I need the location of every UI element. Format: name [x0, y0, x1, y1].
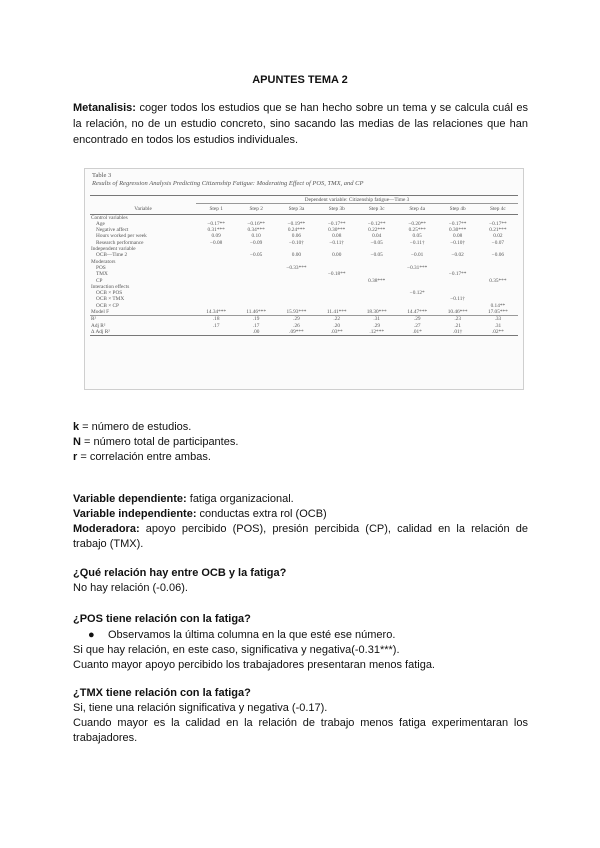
row-label: TMX [96, 271, 108, 278]
question-heading: ¿TMX tiene relación con la fatiga? [73, 687, 251, 699]
table-row [90, 329, 518, 336]
table-cell: .29 [397, 316, 438, 323]
table-cell: −0.05 [250, 252, 263, 259]
row-label: Interaction effects [91, 283, 130, 290]
row-label: Independent variable [91, 246, 136, 253]
table-cell: 0.04 [372, 233, 382, 240]
table-cell: 14.47*** [407, 309, 428, 316]
table-cell: 0.35*** [489, 277, 507, 284]
table-cell [397, 214, 438, 221]
answer-text: Si que hay relación, en este caso, significativa y negativa(-0.31***). [73, 644, 400, 656]
table-cell: −0.16** [247, 220, 265, 227]
table-cell: .03** [317, 329, 357, 336]
table-cell [438, 214, 478, 221]
table-cell: 0.00 [332, 252, 342, 259]
table-cell: 0.34*** [247, 227, 265, 234]
table-caption: Results of Regression Analysis Predicting Citizenship Fatigue: Moderating Effect of POS, TMX, and CP [92, 180, 364, 187]
row-label: Control variables [91, 214, 128, 221]
table-cell: −0.19** [287, 220, 306, 227]
bullet-dot-icon: ● [88, 629, 95, 641]
question-1 [73, 566, 528, 596]
table-cell: −0.18** [327, 271, 346, 278]
definition-text: = correlación entre ambas. [77, 451, 211, 463]
answer-text: Cuando mayor es la calidad en la relación de trabajo menos fatiga experimentaran los trabajadores. [73, 717, 528, 744]
table-cell: .00 [236, 329, 276, 336]
table-cell: −0.17** [448, 220, 467, 227]
table-cell: −0.17** [207, 220, 225, 227]
table-cell: 0.22*** [368, 227, 386, 234]
table-cell: 0.21*** [489, 227, 507, 234]
table-cell: 0.08 [332, 233, 342, 240]
variables-block [73, 492, 528, 552]
table-cell [196, 329, 236, 336]
variable-term: Moderadora: [73, 523, 140, 535]
table-cell: 0.08 [453, 233, 463, 240]
answer-text: Si, tiene una relación significativa y negativa (-0.17). [73, 702, 328, 714]
table-row [90, 316, 518, 323]
table-cell: 15.93*** [286, 309, 307, 316]
row-label: Hours worked per week [96, 233, 147, 240]
table-cell: .01† [438, 329, 478, 336]
row-label: R² [90, 316, 196, 323]
table-cell: .17 [252, 322, 260, 329]
step-header: Step 3b [317, 204, 357, 214]
table-cell: −0.10† [450, 239, 466, 246]
step-header: Step 4c [478, 204, 518, 214]
definition-line [73, 450, 528, 465]
table-cell: 0.02 [493, 233, 503, 240]
variable-term: Variable dependiente: [73, 493, 187, 505]
intro-term: Metanalisis: [73, 102, 136, 114]
row-label: Model F [91, 309, 110, 316]
step-header: Step 4b [438, 204, 478, 214]
table-cell: −0.01 [411, 252, 424, 259]
table-cell: −0.07 [491, 239, 504, 246]
table-row [90, 214, 518, 221]
row-label: Negative affect [96, 227, 129, 234]
table-cell: 10.46*** [447, 309, 468, 316]
table-cell: −0.10† [288, 239, 304, 246]
row-label: OCB × POS [96, 290, 123, 297]
table-cell [276, 214, 317, 221]
table-cell: −0.12** [367, 220, 386, 227]
row-label: Δ Adj R² [90, 329, 196, 336]
table-cell: 0.00 [291, 252, 302, 259]
table-cell: .27 [413, 322, 421, 329]
table-cell: −0.20** [408, 220, 426, 227]
definition-term: r [73, 451, 78, 463]
table-cell: .20 [333, 322, 341, 329]
dv-header: Dependent variable: Citizenship fatigue—Time 3 [196, 196, 518, 204]
table-cell: −0.17** [327, 220, 346, 227]
step-header: Step 2 [236, 204, 276, 214]
table-cell: 14.34*** [206, 309, 227, 316]
table-cell [357, 214, 397, 221]
table-cell: 0.31*** [207, 227, 225, 234]
step-header: Step 3c [357, 204, 397, 214]
definition-term: k [73, 421, 80, 433]
table-cell: .19 [236, 316, 276, 323]
table-cell [317, 214, 357, 221]
row-label: Age [96, 220, 105, 227]
bullet-text: Observamos la última columna en la que esté ese número. [108, 629, 396, 641]
table-cell: −0.11† [409, 239, 425, 246]
table-cell [236, 214, 276, 221]
table-cell: 0.24*** [287, 227, 306, 234]
variable-line [73, 492, 528, 507]
definition-line [73, 420, 528, 435]
row-label: POS [96, 264, 106, 271]
answer-text: No hay relación (-0.06). [73, 582, 188, 594]
table-cell: .22 [317, 316, 357, 323]
question-heading: ¿Qué relación hay entre OCB y la fatiga? [73, 567, 287, 579]
table-cell: .26 [293, 322, 300, 329]
table-row [90, 309, 518, 316]
definition-text: = número de estudios. [79, 421, 192, 433]
table-cell: .09*** [276, 329, 317, 336]
question-2-answer [73, 643, 528, 673]
table-cell: .21 [454, 322, 461, 329]
table-cell: −0.09 [250, 239, 263, 246]
row-label: Adj R² [91, 322, 106, 329]
row-label: Moderators [91, 258, 116, 265]
intro-text: coger todos los estudios que se han hecho sobre un tema y se calcula cuál es la relación, no de un estudio concreto, sino sacando las medias de las relaciones que han encontrado en todos los estudios individuales. [73, 102, 528, 146]
table-cell: 0.05 [412, 233, 422, 240]
table-cell: −0.02 [451, 252, 464, 259]
table-cell: 0.25*** [408, 227, 426, 234]
table-cell: .17 [212, 322, 220, 329]
step-header: Step 1 [196, 204, 236, 214]
intro-paragraph [73, 100, 528, 148]
table-cell: .31 [494, 322, 502, 329]
table-cell: −0.17** [489, 220, 507, 227]
table-cell: .29 [373, 322, 381, 329]
regression-table [90, 195, 518, 336]
variable-text: conductas extra rol (OCB) [196, 508, 327, 520]
table-cell: −0.12* [409, 290, 425, 297]
table-cell [478, 214, 518, 221]
table-label: Table 3 [92, 172, 112, 179]
table-cell: −0.11† [450, 296, 466, 303]
answer-text: Cuanto mayor apoyo percibido los trabajadores presentaran menos fatiga. [73, 659, 435, 671]
table-cell: 0.09 [211, 233, 221, 240]
table-cell [196, 214, 236, 221]
table-cell: −0.31*** [407, 264, 428, 271]
definition-term: N [73, 436, 81, 448]
table-cell: .29 [276, 316, 317, 323]
definition-line [73, 435, 528, 450]
question-heading: ¿POS tiene relación con la fatiga? [73, 613, 251, 625]
table-cell: 0.30*** [449, 227, 467, 234]
table-cell: .01* [397, 329, 438, 336]
table-cell: .23 [438, 316, 478, 323]
table-cell: 18.30*** [366, 309, 387, 316]
row-label: OCB × CP [96, 302, 120, 309]
table-cell: −0.08 [210, 239, 223, 246]
question-2 [73, 612, 528, 627]
table-cell: −0.05 [370, 252, 383, 259]
table-cell: 0.14** [490, 302, 506, 309]
row-label: OCB × TMX [96, 296, 125, 303]
page-title: APUNTES TEMA 2 [252, 74, 348, 86]
table-cell: .12*** [357, 329, 397, 336]
regression-table-image [84, 168, 524, 390]
table-cell: .33 [478, 316, 518, 323]
step-header: Step 4a [397, 204, 438, 214]
table-cell: 0.06 [291, 233, 302, 240]
definitions-block [73, 420, 528, 465]
table-cell: 0.30*** [328, 227, 346, 234]
table-cell: −0.17** [448, 271, 467, 278]
table-cell: 17.05*** [487, 309, 508, 316]
table-cell: 11.46*** [246, 309, 266, 316]
row-label: OCB—Time 2 [96, 252, 128, 259]
bullet-item [88, 628, 528, 643]
table-cell: .02** [478, 329, 518, 336]
definition-text: = número total de participantes. [80, 436, 239, 448]
step-header: Step 3a [276, 204, 317, 214]
variable-term: Variable independiente: [73, 508, 197, 520]
variable-line [73, 522, 528, 552]
question-3 [73, 686, 528, 746]
variable-line [73, 507, 528, 522]
row-label: Research performance [96, 239, 144, 246]
table-cell: −0.06 [491, 252, 504, 259]
table-cell: .18 [196, 316, 236, 323]
table-cell: −0.11† [329, 239, 345, 246]
table-cell: 11.41*** [326, 309, 347, 316]
table-cell: 0.10 [251, 233, 261, 240]
table-cell: 0.38*** [368, 277, 386, 284]
row-label: CP [96, 277, 103, 284]
variable-header: Variable [90, 204, 196, 214]
table-cell: .31 [357, 316, 397, 323]
variable-text: apoyo percibido (POS), presión percibida (CP), calidad en la relación de trabajo (TMX). [73, 523, 528, 550]
table-cell: −0.05 [370, 239, 383, 246]
table-cell: −0.33*** [286, 264, 307, 271]
variable-text: fatiga organizacional. [186, 493, 294, 505]
